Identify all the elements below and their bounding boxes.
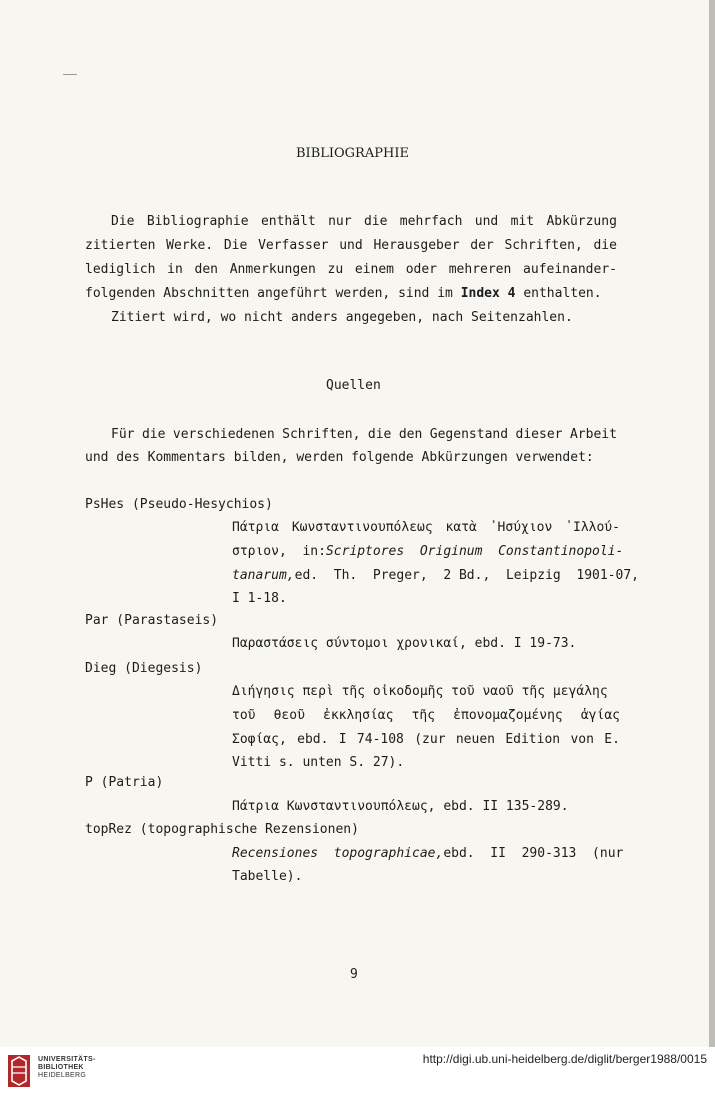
- entry-label: topRez (topographische Rezensionen): [85, 822, 359, 837]
- entry-line: [232, 732, 620, 748]
- word: I: [338, 732, 347, 747]
- word: Verfasser: [258, 238, 329, 253]
- sources-line: [111, 427, 617, 443]
- word: den: [194, 262, 218, 277]
- intro-line: [111, 214, 617, 230]
- word: dieser: [515, 427, 563, 442]
- word: (zur: [414, 732, 446, 747]
- word: E.: [604, 732, 620, 747]
- word: Bibliographie: [146, 214, 249, 229]
- word: Die: [111, 214, 135, 229]
- word: κατὰ: [445, 520, 477, 535]
- word: Anmerkungen: [229, 262, 316, 277]
- margin-mark: [63, 74, 77, 75]
- entry-line: Πάτρια Κωνσταντινουπόλεως, ebd. II 135-289.: [232, 799, 569, 814]
- permalink-url[interactable]: http://digi.ub.uni-heidelberg.de/diglit/berger1988/0015: [422, 1052, 707, 1066]
- entry-line: Vitti s. unten S. 27).: [232, 755, 405, 770]
- word: Πάτρια: [232, 520, 279, 535]
- word: aufeinander-: [523, 262, 617, 277]
- entry-line: Παραστάσεις σύντομοι χρονικαί, ebd. I 19-73.: [232, 636, 577, 651]
- word: Werke.: [166, 238, 214, 253]
- word: Edition: [505, 732, 561, 747]
- word: in: [167, 262, 183, 277]
- word: θεοῦ: [273, 708, 305, 723]
- word: einem: [354, 262, 394, 277]
- word: Abkürzung: [546, 214, 617, 229]
- word: die: [363, 214, 388, 229]
- word: Schriften,: [504, 238, 583, 253]
- intro-line: [85, 262, 617, 278]
- word: τοῦ: [232, 708, 256, 723]
- section-heading: Quellen: [326, 378, 381, 393]
- entry-label: Par (Parastaseis): [85, 613, 219, 628]
- word: den: [398, 427, 423, 442]
- entry-text: ebd. II 290-313 (nur: [443, 846, 624, 861]
- library-name-line: HEIDELBERG: [38, 1072, 87, 1079]
- page-title: BIBLIOGRAPHIE: [296, 146, 409, 161]
- entry-label: PsHes (Pseudo-Hesychios): [85, 497, 273, 512]
- library-name-line: BIBLIOTHEK: [38, 1064, 84, 1071]
- intro-text: enthalten.: [523, 286, 602, 301]
- word: Schriften,: [282, 427, 361, 442]
- entry-line: Tabelle).: [232, 869, 303, 884]
- word: zu: [327, 262, 344, 277]
- entry-line: [232, 520, 620, 536]
- entry-text: ed. Th. Preger, 2 Bd., Leipzig 1901-07,: [294, 568, 639, 583]
- word: Σοφίας,: [232, 732, 287, 747]
- word: der: [470, 238, 494, 253]
- word: Die: [223, 238, 248, 253]
- word: Für: [111, 427, 135, 442]
- word: ἐπονομαζομένης: [453, 708, 563, 723]
- entry-title: tanarum,: [232, 568, 295, 583]
- word: verschiedenen: [172, 427, 275, 442]
- entry-line: [232, 708, 620, 724]
- intro-line: [85, 286, 602, 302]
- word: nur: [328, 214, 352, 229]
- word: mehrfach: [399, 214, 463, 229]
- word: Κωνσταντινουπόλεως: [291, 520, 433, 535]
- page-number: 9: [350, 967, 358, 982]
- intro-text: folgenden Abschnitten angeführt werden, sind im: [85, 286, 453, 301]
- word: und: [339, 238, 363, 253]
- word: Arbeit: [569, 427, 617, 442]
- library-name-line: UNIVERSITÄTS-: [38, 1056, 96, 1063]
- word: neuen: [455, 732, 495, 747]
- page-edge: [709, 0, 715, 1047]
- sources-line: und des Kommentars bilden, werden folgende Abkürzungen verwendet:: [85, 450, 594, 465]
- word: Herausgeber: [373, 238, 460, 253]
- word: Gegenstand: [429, 427, 509, 442]
- word: mit: [510, 214, 535, 229]
- word: 74-108: [356, 732, 404, 747]
- word: ἐκκλησίας: [323, 708, 394, 723]
- word: und: [474, 214, 499, 229]
- word: ῾Ησύχιον: [489, 520, 553, 535]
- index-reference: Index 4: [460, 286, 516, 301]
- entry-line: [232, 568, 639, 584]
- entry-title: Recensiones topographicae,: [232, 846, 444, 861]
- word: die: [593, 238, 617, 253]
- word: zitierten: [85, 238, 156, 253]
- word: von: [570, 732, 594, 747]
- word: ebd.: [297, 732, 329, 747]
- entry-line: [232, 544, 624, 560]
- word: enthält: [260, 214, 316, 229]
- intro-line: Zitiert wird, wo nicht anders angegeben, nach Seitenzahlen.: [111, 310, 573, 325]
- entry-title: Scriptores Originum Constantinopoli-: [325, 544, 624, 559]
- entry-line: I 1-18.: [232, 591, 287, 606]
- entry-line: Διήγησις περὶ τῆς οἰκοδομῆς τοῦ ναοῦ τῆς μεγάλης: [232, 684, 608, 699]
- entry-line: [232, 846, 624, 862]
- entry-label: P (Patria): [85, 775, 164, 790]
- library-name: [38, 1056, 96, 1080]
- word: lediglich: [85, 262, 156, 277]
- library-logo-icon: [8, 1055, 30, 1087]
- word: mehreren: [448, 262, 512, 277]
- word: die: [141, 427, 166, 442]
- word: ἁγίας: [580, 708, 620, 723]
- word: oder: [405, 262, 438, 277]
- word: τῆς: [411, 708, 436, 723]
- word: die: [367, 427, 392, 442]
- entry-label: Dieg (Diegesis): [85, 661, 203, 676]
- intro-line: [85, 238, 617, 254]
- word: ᾿Ιλλού-: [565, 520, 620, 535]
- entry-text: στριον, in:: [232, 544, 326, 559]
